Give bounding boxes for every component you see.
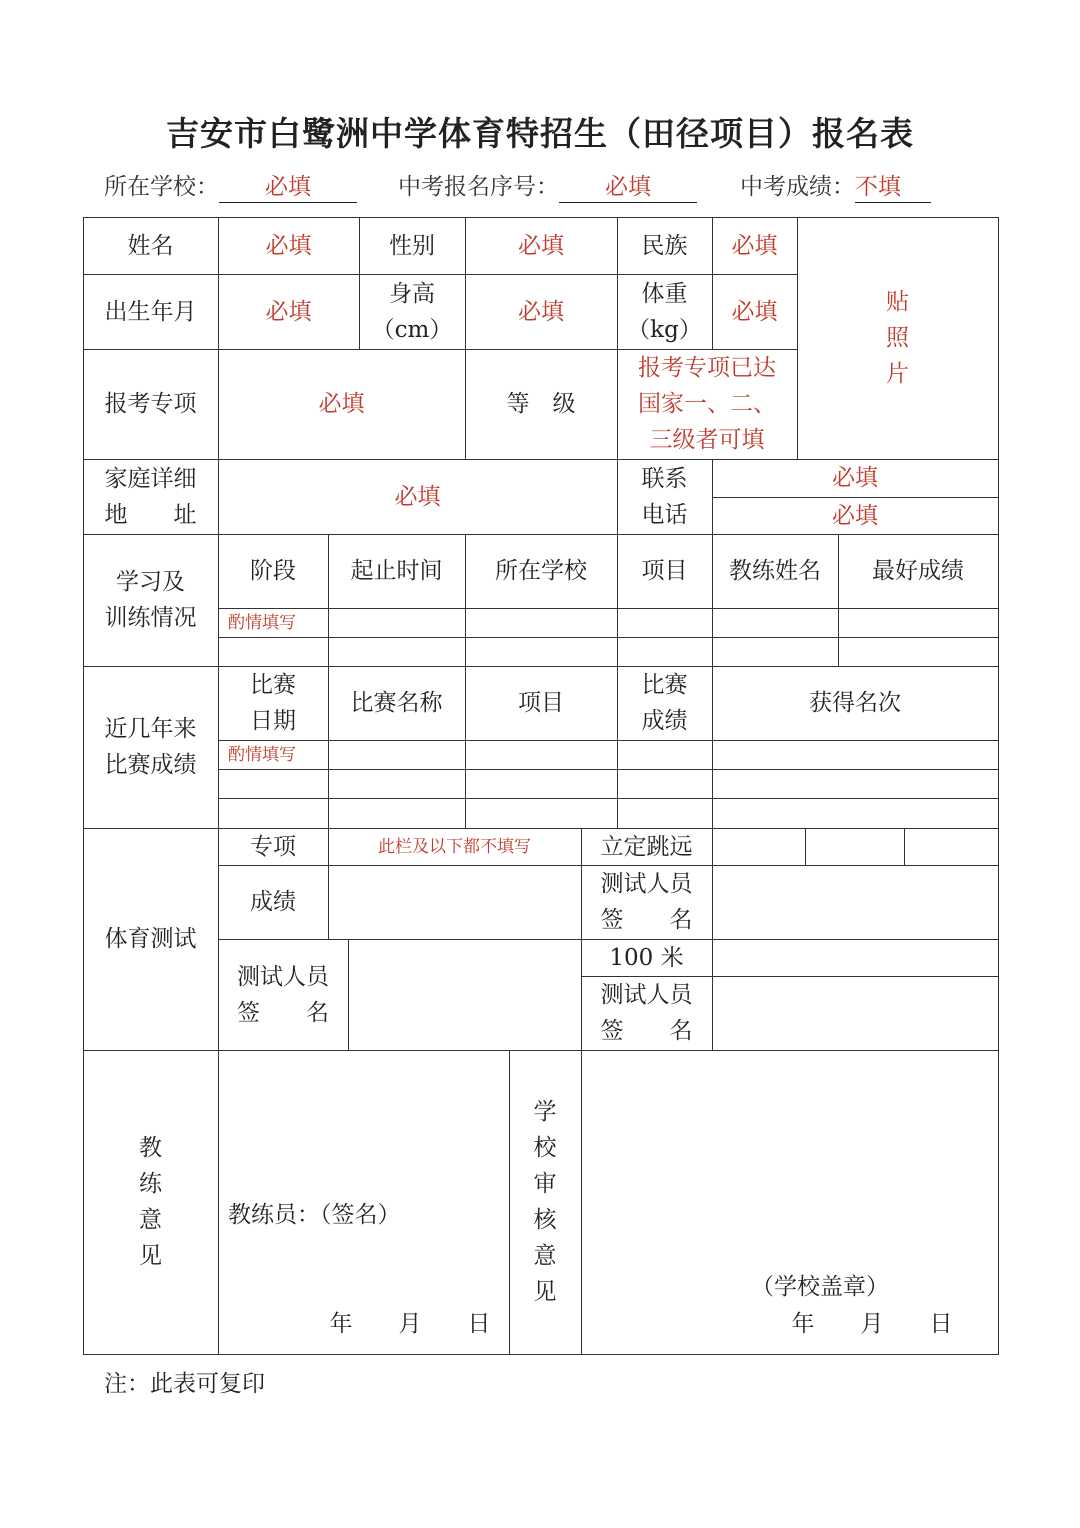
coach-sign-label[interactable]: 教练员：（签名） xyxy=(228,1202,401,1228)
regno-value[interactable]: 必填 xyxy=(559,172,697,203)
coach-date: 年 月 日 xyxy=(329,1311,491,1337)
competition-col-date: 比赛 日期 xyxy=(250,672,296,734)
grid-line xyxy=(904,828,905,865)
event-label: 报考专项 xyxy=(104,391,197,417)
training-col-school: 所在学校 xyxy=(495,558,587,584)
competition-section-label: 近几年来 比赛成绩 xyxy=(104,716,197,778)
grid-line xyxy=(712,217,713,349)
phone-value-1[interactable]: 必填 xyxy=(832,465,878,491)
training-hint: 酌情填写 xyxy=(228,612,296,633)
birth-value[interactable]: 必填 xyxy=(265,298,312,325)
grid-line xyxy=(712,534,713,828)
grid-line xyxy=(465,217,466,459)
competition-hint: 酌情填写 xyxy=(228,744,296,765)
footer-note: 注：此表可复印 xyxy=(104,1371,265,1397)
long-jump-label: 立定跳远 xyxy=(600,833,693,860)
grid-line xyxy=(581,828,582,1050)
grid-line xyxy=(218,740,999,741)
grid-line xyxy=(617,217,618,459)
competition-col-rank: 获得名次 xyxy=(809,690,901,716)
grid-line xyxy=(328,534,329,828)
event-value[interactable]: 必填 xyxy=(318,391,365,417)
ethnicity-value[interactable]: 必填 xyxy=(731,232,778,259)
height-label: 身高 （cm） xyxy=(371,280,453,343)
address-value[interactable]: 必填 xyxy=(394,483,441,510)
grid-line xyxy=(218,939,999,940)
name-value[interactable]: 必填 xyxy=(265,232,312,259)
grid-line xyxy=(218,798,999,799)
school-opinion-label: 学 校 审 核 意 见 xyxy=(533,1099,557,1305)
grid-line xyxy=(581,1050,582,1355)
weight-label: 体重 （kg） xyxy=(627,280,702,343)
table-border-left xyxy=(83,217,84,1355)
competition-col-event: 项目 xyxy=(518,690,564,716)
grid-line xyxy=(218,865,999,866)
height-value[interactable]: 必填 xyxy=(518,298,564,325)
grid-line xyxy=(348,939,349,1050)
training-col-best: 最好成绩 xyxy=(872,558,964,584)
test-specialty-note: 此栏及以下都不填写 xyxy=(378,836,531,857)
name-label: 姓名 xyxy=(127,232,174,259)
birth-label: 出生年月 xyxy=(104,298,197,325)
competition-col-name: 比赛名称 xyxy=(350,690,443,716)
training-col-event: 项目 xyxy=(641,558,688,584)
school-label: 所在学校： xyxy=(104,174,219,200)
grid-line xyxy=(617,534,618,828)
level-value[interactable]: 报考专项已达 国家一、二、 三级者可填 xyxy=(638,355,776,453)
training-col-period: 起止时间 xyxy=(350,558,443,584)
regno-label: 中考报名序号： xyxy=(398,174,559,200)
grid-line xyxy=(712,828,713,1050)
grid-line xyxy=(465,534,466,828)
training-section-label: 学习及 训练情况 xyxy=(104,569,197,631)
school-seal: （学校盖章） xyxy=(751,1274,889,1300)
competition-col-result: 比赛 成绩 xyxy=(641,672,688,734)
school-value[interactable]: 必填 xyxy=(219,172,357,203)
grid-line xyxy=(509,1050,510,1355)
phone-label: 联系 电话 xyxy=(641,465,688,528)
grid-line xyxy=(83,274,797,275)
sprint-100m-label: 100 米 xyxy=(609,944,684,971)
grid-line xyxy=(218,217,219,1355)
grid-line xyxy=(712,459,713,534)
address-label: 家庭详细 地 址 xyxy=(104,465,197,528)
grid-line xyxy=(328,828,329,939)
tester-sign-3: 测试人员 签 名 xyxy=(600,982,693,1044)
grid-line xyxy=(83,1050,999,1051)
test-section-label: 体育测试 xyxy=(104,926,197,952)
grid-line xyxy=(712,497,999,498)
grid-line xyxy=(218,637,999,638)
level-label: 等 级 xyxy=(506,391,576,417)
school-date: 年 月 日 xyxy=(791,1311,953,1337)
grid-line xyxy=(805,828,806,865)
training-col-coach: 教练姓名 xyxy=(729,558,821,584)
grid-line xyxy=(617,459,618,534)
score-value[interactable]: 不填 xyxy=(855,172,931,203)
gender-label: 性别 xyxy=(389,232,435,259)
grid-line xyxy=(83,349,797,350)
tester-sign-1: 测试人员 签 名 xyxy=(600,871,693,933)
phone-value-2[interactable]: 必填 xyxy=(832,502,878,529)
coach-opinion-label: 教 练 意 见 xyxy=(139,1135,162,1269)
test-specialty-label: 专项 xyxy=(250,833,296,860)
grid-line xyxy=(218,608,999,609)
test-result-label: 成绩 xyxy=(250,889,296,915)
table-border-top xyxy=(83,217,999,218)
grid-line xyxy=(218,769,999,770)
grid-line xyxy=(83,666,999,667)
grid-line xyxy=(359,217,360,349)
table-border-bottom xyxy=(83,1354,999,1355)
grid-line xyxy=(838,534,839,666)
grid-line xyxy=(83,459,999,460)
ethnicity-label: 民族 xyxy=(641,232,688,259)
photo-box[interactable]: 贴 照 片 xyxy=(886,289,909,387)
tester-sign-2: 测试人员 签 名 xyxy=(237,963,329,1026)
grid-line xyxy=(83,828,999,829)
training-col-stage: 阶段 xyxy=(250,558,296,584)
grid-line xyxy=(83,534,999,535)
page-title: 吉安市白鹭洲中学体育特招生（田径项目）报名表 xyxy=(166,114,914,153)
weight-value[interactable]: 必填 xyxy=(731,298,778,325)
table-border-right xyxy=(998,217,999,1355)
gender-value[interactable]: 必填 xyxy=(518,232,564,259)
grid-line xyxy=(797,217,798,459)
score-label: 中考成绩： xyxy=(740,174,855,200)
grid-line xyxy=(581,976,999,977)
